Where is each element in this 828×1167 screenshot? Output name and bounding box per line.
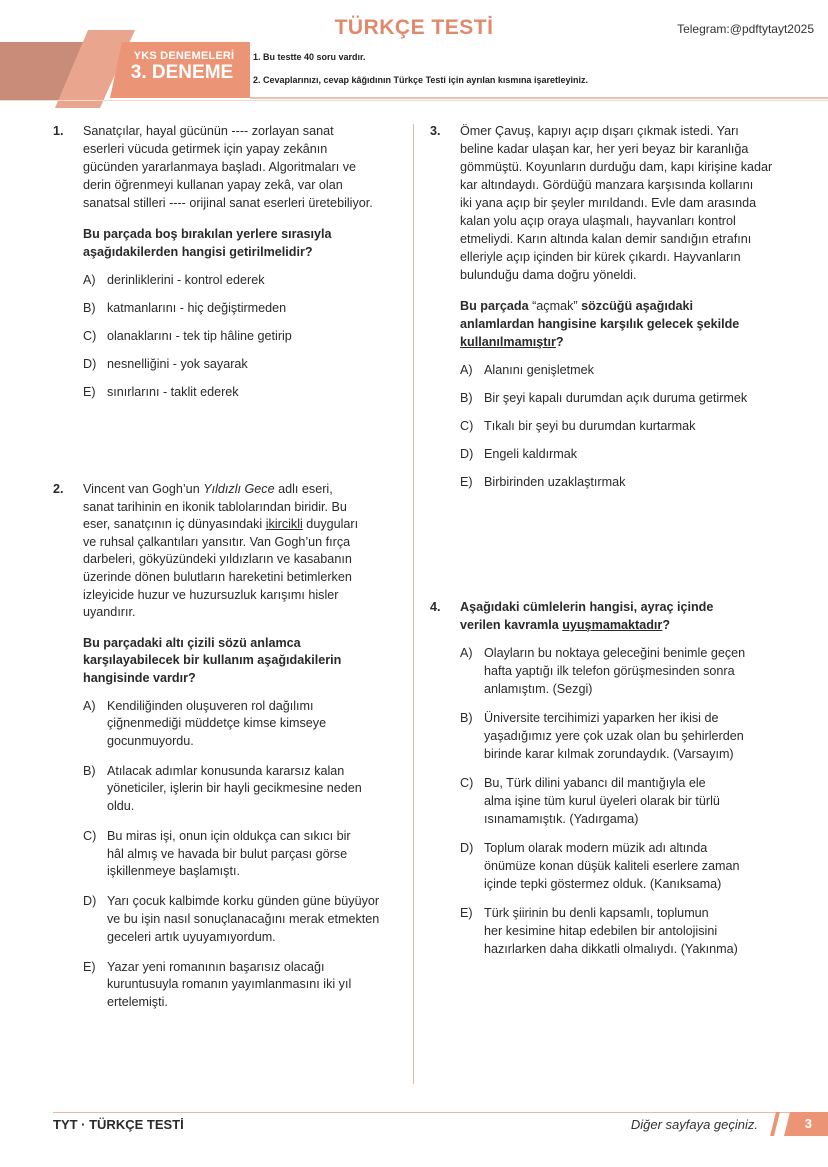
- option-d[interactable]: [460, 839, 745, 893]
- passage-line: [83, 481, 379, 499]
- question-number: 1.: [53, 124, 64, 138]
- passage-line: bulunduğu dama doğru yöneldi.: [460, 268, 637, 282]
- passage-line: sanatsal stilleri ---- orijinal sanat eserleri üretebiliyor.: [83, 196, 373, 210]
- option-text-line: derinliklerini - kontrol ederek: [107, 273, 265, 287]
- answer-options: [83, 271, 373, 401]
- option-c[interactable]: [460, 774, 745, 828]
- text-segment: Vincent van Gogh’un: [83, 482, 204, 496]
- stem-line: Aşağıdaki cümlelerin hangisi, ayraç içinde: [460, 600, 714, 614]
- option-label: E): [83, 385, 96, 399]
- question-stem: [460, 598, 745, 634]
- stem-line: anlamlardan hangisine karşılık gelecek şekilde: [460, 317, 740, 331]
- option-text-line: Bir şeyi kapalı durumdan açık duruma getirmek: [484, 391, 748, 405]
- text-segment: verilen kavramla: [460, 618, 563, 632]
- option-label: A): [460, 646, 473, 660]
- passage-line: kar altındaydı. Gördüğü manzara karşısında kollarını: [460, 178, 754, 192]
- option-text-line: Türk şiirinin bu denli kapsamlı, toplumun: [484, 906, 709, 920]
- question-stem: [83, 225, 373, 261]
- page-number-box: [766, 1110, 828, 1138]
- passage-line: Sanatçılar, hayal gücünün ---- zorlayan sanat: [83, 124, 334, 138]
- option-a[interactable]: [83, 698, 379, 751]
- option-label: E): [460, 906, 473, 920]
- question-stem: [83, 635, 379, 688]
- text-segment: “açmak”: [532, 299, 578, 313]
- underlined-text: kullanılmamıştır: [460, 335, 556, 349]
- question-3: [430, 122, 773, 501]
- passage-line: uyandırır.: [83, 605, 136, 620]
- option-text-line: olanaklarını - tek tip hâline getirip: [107, 329, 292, 343]
- option-label: D): [83, 894, 97, 909]
- passage-line: darbeleri, gökyüzündeki yıldızların ve kasabanın: [83, 552, 352, 567]
- option-a[interactable]: [83, 271, 373, 289]
- underlined-text: uyuşmamaktadır: [562, 618, 663, 632]
- option-text-line: ısınamamıştık. (Yadırgama): [484, 812, 639, 826]
- question-stem: [460, 297, 772, 351]
- option-e[interactable]: [83, 383, 373, 401]
- option-text-line: Birbirinden uzaklaştırmak: [484, 475, 626, 489]
- option-label: C): [460, 776, 474, 790]
- option-text-line: geceleri artık uyuyamıyordum.: [107, 929, 276, 944]
- next-page-note: Diğer sayfaya geçiniz.: [630, 1117, 758, 1132]
- option-text-line: hafta yaptığı ilk telefon görüşmesinden sonra: [484, 664, 735, 678]
- footer-test-name: TYT · TÜRKÇE TESTİ: [53, 1117, 184, 1132]
- option-text-line: önümüze konan düşük kaliteli eserlere zaman: [484, 859, 740, 873]
- passage-line: Ömer Çavuş, kapıyı açıp dışarı çıkmak istedi. Yarı: [460, 124, 739, 138]
- column-divider: [413, 124, 414, 1084]
- option-label: B): [83, 763, 96, 778]
- passage-line: üzerinde dönen bulutların hareketini betimlerken: [83, 569, 352, 584]
- question-1: [53, 122, 373, 411]
- question-number: 3.: [430, 124, 441, 138]
- question-number: 4.: [430, 600, 441, 614]
- option-text-line: birinde karar kılmak zorundaydık. (Varsayım): [484, 747, 734, 761]
- option-text-line: Olayların bu noktaya geleceğini benimle geçen: [484, 646, 746, 660]
- option-b[interactable]: [460, 389, 772, 407]
- option-text-line: çiğnenmediği müddetçe kimse kimseye: [107, 716, 327, 731]
- option-text-line: Tıkalı bir şeyi bu durumdan kurtarmak: [484, 419, 696, 433]
- passage-line: izleyicide huzur ve huzursuzluk karışımı hisler: [83, 587, 339, 602]
- italic-text: Yıldızlı Gece: [203, 482, 275, 496]
- text-segment: Bu parçada: [460, 299, 533, 313]
- passage-line: elleriyle açıp içinden bir kürek çıkardı. Hayvanların: [460, 250, 741, 264]
- stem-line: [460, 333, 772, 351]
- option-a[interactable]: [460, 361, 772, 379]
- text-segment: duyguları: [302, 517, 359, 532]
- option-text-line: ertelemişti.: [107, 994, 168, 1009]
- option-text-line: hâl almış ve havada bir bulut parçası görse: [107, 846, 348, 861]
- stem-line: Bu parçada boş bırakılan yerlere sırasıyla: [83, 227, 332, 241]
- passage-line: sanat tarihinin en ikonik tablolarından biridir. Bu: [83, 499, 347, 514]
- passage-line: gücünden yararlanmaya başladı. Algoritmaları ve: [83, 160, 357, 174]
- text-segment: ?: [662, 618, 671, 632]
- option-label: D): [460, 447, 474, 461]
- stem-line: [460, 616, 745, 634]
- passage-line: kalan yolu açıp oraya ulaşmalı, hayvanları kontrol: [460, 214, 736, 228]
- option-label: C): [83, 829, 97, 844]
- option-d[interactable]: [83, 355, 373, 373]
- option-d[interactable]: [460, 445, 772, 463]
- option-a[interactable]: [460, 644, 745, 698]
- option-text-line: ve bu işin nasıl sonuçlanacağını merak etmekten: [107, 911, 380, 926]
- answer-options: [83, 698, 379, 1012]
- stem-line: aşağıdakilerden hangisi getirilmelidir?: [83, 245, 313, 259]
- answer-options: [460, 644, 745, 958]
- option-b[interactable]: [83, 763, 379, 816]
- option-e[interactable]: [460, 904, 745, 958]
- option-c[interactable]: [83, 327, 373, 345]
- option-c[interactable]: [460, 417, 772, 435]
- option-label: E): [460, 475, 473, 489]
- option-text-line: Bu, Türk dilini yabancı dil mantığıyla ele: [484, 776, 706, 790]
- instruction-1: 1. Bu testte 40 soru vardır.: [253, 52, 366, 62]
- option-text-line: Yarı çocuk kalbimde korku günden güne büyüyor: [107, 894, 380, 909]
- passage-line: [83, 516, 379, 534]
- option-text-line: hazırlarken daha dikkatli olmalıydı. (Yakınma): [484, 942, 738, 956]
- question-passage: [83, 122, 373, 212]
- option-e[interactable]: [83, 959, 379, 1012]
- stem-line: [460, 297, 772, 315]
- option-text-line: katmanlarını - hiç değiştirmeden: [107, 301, 287, 315]
- option-text-line: Toplum olarak modern müzik adı altında: [484, 841, 708, 855]
- question-4: [430, 598, 746, 969]
- option-text-line: gocunmuyordu.: [107, 733, 194, 748]
- option-text-line: içinde tepki göstermez olduk. (Kanıksama): [484, 877, 722, 891]
- stem-line: karşılayabilecek bir kullanım aşağıdakilerin: [83, 653, 342, 668]
- question-passage: [83, 481, 379, 622]
- option-b[interactable]: [460, 709, 745, 763]
- option-e[interactable]: [460, 473, 772, 491]
- option-label: E): [83, 959, 96, 974]
- telegram-handle: Telegram:@pdftytayt2025: [677, 22, 814, 36]
- question-number: 2.: [53, 482, 64, 496]
- passage-line: ve ruhsal çalkantıları yansıtır. Van Gogh’un fırça: [83, 534, 351, 549]
- option-text-line: alma işine tüm kurul üyeleri olarak bir türlü: [484, 794, 720, 808]
- option-text-line: Yazar yeni romanının başarısız olacağı: [107, 959, 325, 974]
- text-segment: eser, sanatçının iç dünyasındaki: [83, 517, 266, 532]
- stem-line: hangisinde vardır?: [83, 670, 196, 685]
- exam-number: 3. DENEME: [130, 62, 234, 83]
- option-text-line: nesnelliğini - yok sayarak: [107, 357, 248, 371]
- passage-line: derin öğrenmeyi kullanan yapay zekâ, var olan: [83, 178, 343, 192]
- option-text-line: Engeli kaldırmak: [484, 447, 578, 461]
- option-text-line: Üniversite tercihimizi yaparken her ikisi de: [484, 711, 719, 725]
- option-label: D): [83, 357, 97, 371]
- stem-line: Bu parçadaki altı çizili sözü anlamca: [83, 635, 301, 650]
- test-title: TÜRKÇE TESTİ: [334, 16, 494, 39]
- option-text-line: anlamıştım. (Sezgi): [484, 682, 593, 696]
- series-label: YKS DENEMELERİ: [133, 50, 235, 62]
- option-b[interactable]: [83, 299, 373, 317]
- option-label: B): [460, 711, 473, 725]
- footer-divider: [53, 1112, 793, 1113]
- page-number: 3: [804, 1116, 812, 1131]
- option-text-line: kuruntusuyla romanın yayımlanmasını iki yıl: [107, 977, 352, 992]
- option-d[interactable]: [83, 893, 379, 946]
- option-text-line: sınırlarını - taklit ederek: [107, 385, 239, 399]
- option-text-line: yöneticiler, işlerin bir hayli gecikmesine neden: [107, 781, 362, 796]
- option-text-line: yaşadığımız yere çok uzak olan bu şehirlerden: [484, 729, 744, 743]
- instruction-2: 2. Cevaplarınızı, cevap kâğıdının Türkçe Testi için ayrılan kısmına işaretleyiniz.: [253, 75, 588, 85]
- option-label: A): [83, 273, 96, 287]
- passage-line: iki yana açıp bir şeyler mırıldandı. Evle dam arasında: [460, 196, 757, 210]
- option-text-line: Atılacak adımlar konusunda kararsız kalan: [107, 763, 345, 778]
- passage-line: gömmüştü. Koyunların durduğu dam, kapı kirişine kadar: [460, 160, 773, 174]
- option-label: A): [460, 363, 473, 377]
- option-text-line: işkillenmeye başlamıştı.: [107, 864, 240, 879]
- option-label: D): [460, 841, 474, 855]
- option-text-line: Bu miras işi, onun için oldukça can sıkıcı bir: [107, 829, 351, 844]
- option-c[interactable]: [83, 828, 379, 881]
- underlined-text: ikircikli: [265, 517, 303, 532]
- option-text-line: Kendiliğinden oluşuveren rol dağılımı: [107, 698, 314, 713]
- option-label: B): [460, 391, 473, 405]
- question-2: [53, 481, 380, 1024]
- option-label: C): [460, 419, 474, 433]
- text-segment: ?: [555, 335, 564, 349]
- text-segment: sözcüğü aşağıdaki: [577, 299, 694, 313]
- option-text-line: her kesimine hitap edebilen bir antolojisini: [484, 924, 718, 938]
- option-label: C): [83, 329, 97, 343]
- answer-options: [460, 361, 772, 491]
- option-label: A): [83, 698, 96, 713]
- passage-line: beline kadar ulaşan kar, her yeri beyaz bir karanlığa: [460, 142, 749, 156]
- text-segment: adlı eseri,: [274, 482, 333, 496]
- passage-line: etmeliydi. Karın altında kalan demir sandığın etrafını: [460, 232, 752, 246]
- passage-line: eserleri vücuda getirmek için yapay zekânın: [83, 142, 328, 156]
- option-text-line: oldu.: [107, 799, 135, 813]
- option-label: B): [83, 301, 96, 315]
- question-passage: [460, 122, 772, 284]
- option-text-line: Alanını genişletmek: [484, 363, 594, 377]
